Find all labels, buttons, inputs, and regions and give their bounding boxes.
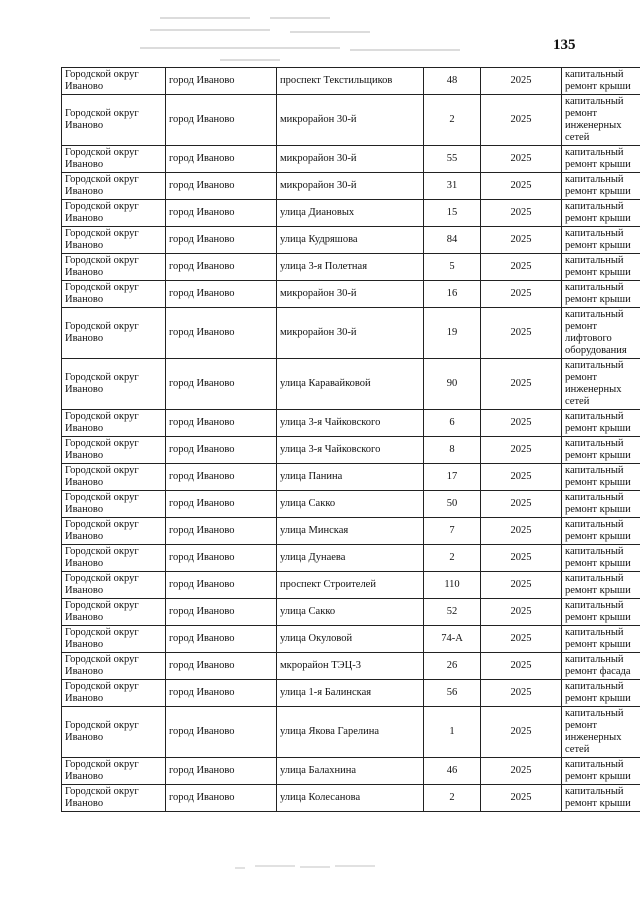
municipality-cell: Городской округ Иваново — [62, 491, 166, 518]
house-number-cell: 2 — [424, 785, 481, 812]
year-cell: 2025 — [481, 68, 562, 95]
city-cell: город Иваново — [166, 437, 277, 464]
city-cell: город Иваново — [166, 410, 277, 437]
city-cell: город Иваново — [166, 758, 277, 785]
street-cell: улица Минская — [277, 518, 424, 545]
year-cell: 2025 — [481, 200, 562, 227]
work-type-cell: капитальный ремонт крыши — [562, 173, 640, 200]
year-cell: 2025 — [481, 95, 562, 146]
municipality-cell: Городской округ Иваново — [62, 410, 166, 437]
city-cell: город Иваново — [166, 308, 277, 359]
street-cell: улица Балахнина — [277, 758, 424, 785]
scan-noise-top — [120, 8, 480, 68]
table-row — [62, 464, 640, 491]
work-type-cell: капитальный ремонт крыши — [562, 464, 640, 491]
table-row — [62, 281, 640, 308]
work-type-cell: капитальный ремонт крыши — [562, 572, 640, 599]
street-cell: улица Дунаева — [277, 545, 424, 572]
house-number-cell: 46 — [424, 758, 481, 785]
city-cell: город Иваново — [166, 626, 277, 653]
municipality-cell: Городской округ Иваново — [62, 227, 166, 254]
city-cell: город Иваново — [166, 518, 277, 545]
municipality-cell: Городской округ Иваново — [62, 758, 166, 785]
city-cell: город Иваново — [166, 653, 277, 680]
year-cell: 2025 — [481, 572, 562, 599]
work-type-cell: капитальный ремонт крыши — [562, 680, 640, 707]
street-cell: улица Сакко — [277, 599, 424, 626]
municipality-cell: Городской округ Иваново — [62, 785, 166, 812]
municipality-cell: Городской округ Иваново — [62, 464, 166, 491]
work-type-cell: капитальный ремонт крыши — [562, 491, 640, 518]
municipality-cell: Городской округ Иваново — [62, 281, 166, 308]
year-cell: 2025 — [481, 227, 562, 254]
year-cell: 2025 — [481, 653, 562, 680]
street-cell: улица Окуловой — [277, 626, 424, 653]
street-cell: улица 1-я Балинская — [277, 680, 424, 707]
city-cell: город Иваново — [166, 146, 277, 173]
year-cell: 2025 — [481, 308, 562, 359]
city-cell: город Иваново — [166, 572, 277, 599]
house-number-cell: 56 — [424, 680, 481, 707]
work-type-cell: капитальный ремонт крыши — [562, 626, 640, 653]
municipality-cell: Городской округ Иваново — [62, 173, 166, 200]
year-cell: 2025 — [481, 437, 562, 464]
table-row — [62, 437, 640, 464]
city-cell: город Иваново — [166, 95, 277, 146]
table-row — [62, 785, 640, 812]
street-cell: улица 3-я Полетная — [277, 254, 424, 281]
street-cell: улица Каравайковой — [277, 359, 424, 410]
year-cell: 2025 — [481, 785, 562, 812]
work-type-cell: капитальный ремонт инженерных сетей — [562, 359, 640, 410]
street-cell: микрорайон 30-й — [277, 281, 424, 308]
table-row — [62, 227, 640, 254]
city-cell: город Иваново — [166, 599, 277, 626]
municipality-cell: Городской округ Иваново — [62, 95, 166, 146]
table-row — [62, 545, 640, 572]
house-number-cell: 55 — [424, 146, 481, 173]
municipality-cell: Городской округ Иваново — [62, 626, 166, 653]
municipality-cell: Городской округ Иваново — [62, 254, 166, 281]
table-row — [62, 359, 640, 410]
work-type-cell: капитальный ремонт крыши — [562, 281, 640, 308]
repair-registry-table — [61, 67, 640, 812]
municipality-cell: Городской округ Иваново — [62, 707, 166, 758]
street-cell: микрорайон 30-й — [277, 173, 424, 200]
street-cell: улица Панина — [277, 464, 424, 491]
municipality-cell: Городской округ Иваново — [62, 545, 166, 572]
municipality-cell: Городской округ Иваново — [62, 572, 166, 599]
city-cell: город Иваново — [166, 359, 277, 410]
municipality-cell: Городской округ Иваново — [62, 680, 166, 707]
house-number-cell: 84 — [424, 227, 481, 254]
house-number-cell: 16 — [424, 281, 481, 308]
house-number-cell: 17 — [424, 464, 481, 491]
year-cell: 2025 — [481, 758, 562, 785]
table-row — [62, 653, 640, 680]
street-cell: улица Якова Гарелина — [277, 707, 424, 758]
table-row — [62, 146, 640, 173]
year-cell: 2025 — [481, 173, 562, 200]
table-row — [62, 599, 640, 626]
table-body — [62, 68, 640, 812]
city-cell: город Иваново — [166, 464, 277, 491]
table-row — [62, 572, 640, 599]
year-cell: 2025 — [481, 518, 562, 545]
table-row — [62, 626, 640, 653]
year-cell: 2025 — [481, 707, 562, 758]
year-cell: 2025 — [481, 410, 562, 437]
house-number-cell: 5 — [424, 254, 481, 281]
house-number-cell: 50 — [424, 491, 481, 518]
scan-noise-bottom — [230, 856, 400, 876]
municipality-cell: Городской округ Иваново — [62, 518, 166, 545]
year-cell: 2025 — [481, 626, 562, 653]
municipality-cell: Городской округ Иваново — [62, 200, 166, 227]
city-cell: город Иваново — [166, 68, 277, 95]
municipality-cell: Городской округ Иваново — [62, 599, 166, 626]
table-row — [62, 491, 640, 518]
table-row — [62, 518, 640, 545]
table-row — [62, 200, 640, 227]
work-type-cell: капитальный ремонт крыши — [562, 437, 640, 464]
house-number-cell: 31 — [424, 173, 481, 200]
work-type-cell: капитальный ремонт крыши — [562, 545, 640, 572]
house-number-cell: 6 — [424, 410, 481, 437]
city-cell: город Иваново — [166, 785, 277, 812]
work-type-cell: капитальный ремонт крыши — [562, 68, 640, 95]
municipality-cell: Городской округ Иваново — [62, 308, 166, 359]
work-type-cell: капитальный ремонт крыши — [562, 200, 640, 227]
house-number-cell: 90 — [424, 359, 481, 410]
work-type-cell: капитальный ремонт крыши — [562, 599, 640, 626]
work-type-cell: капитальный ремонт лифтового оборудования — [562, 308, 640, 359]
house-number-cell: 19 — [424, 308, 481, 359]
house-number-cell: 2 — [424, 95, 481, 146]
city-cell: город Иваново — [166, 200, 277, 227]
table-row — [62, 95, 640, 146]
house-number-cell: 48 — [424, 68, 481, 95]
work-type-cell: капитальный ремонт крыши — [562, 410, 640, 437]
house-number-cell: 8 — [424, 437, 481, 464]
year-cell: 2025 — [481, 146, 562, 173]
year-cell: 2025 — [481, 359, 562, 410]
house-number-cell: 7 — [424, 518, 481, 545]
municipality-cell: Городской округ Иваново — [62, 437, 166, 464]
work-type-cell: капитальный ремонт крыши — [562, 146, 640, 173]
house-number-cell: 15 — [424, 200, 481, 227]
city-cell: город Иваново — [166, 491, 277, 518]
table-row — [62, 68, 640, 95]
city-cell: город Иваново — [166, 545, 277, 572]
street-cell: мкрорайон ТЭЦ-3 — [277, 653, 424, 680]
house-number-cell: 1 — [424, 707, 481, 758]
work-type-cell: капитальный ремонт фасада — [562, 653, 640, 680]
table-row — [62, 680, 640, 707]
house-number-cell: 52 — [424, 599, 481, 626]
work-type-cell: капитальный ремонт крыши — [562, 518, 640, 545]
municipality-cell: Городской округ Иваново — [62, 146, 166, 173]
table-row — [62, 410, 640, 437]
house-number-cell: 74-А — [424, 626, 481, 653]
year-cell: 2025 — [481, 545, 562, 572]
city-cell: город Иваново — [166, 680, 277, 707]
city-cell: город Иваново — [166, 227, 277, 254]
year-cell: 2025 — [481, 491, 562, 518]
street-cell: улица Кудряшова — [277, 227, 424, 254]
street-cell: улица 3-я Чайковского — [277, 437, 424, 464]
city-cell: город Иваново — [166, 173, 277, 200]
street-cell: улица 3-я Чайковского — [277, 410, 424, 437]
house-number-cell: 26 — [424, 653, 481, 680]
page-number: 135 — [553, 37, 576, 53]
house-number-cell: 2 — [424, 545, 481, 572]
city-cell: город Иваново — [166, 707, 277, 758]
municipality-cell: Городской округ Иваново — [62, 359, 166, 410]
municipality-cell: Городской округ Иваново — [62, 68, 166, 95]
table-row — [62, 308, 640, 359]
street-cell: проспект Текстильщиков — [277, 68, 424, 95]
table-row — [62, 254, 640, 281]
year-cell: 2025 — [481, 599, 562, 626]
house-number-cell: 110 — [424, 572, 481, 599]
work-type-cell: капитальный ремонт крыши — [562, 227, 640, 254]
year-cell: 2025 — [481, 464, 562, 491]
city-cell: город Иваново — [166, 281, 277, 308]
city-cell: город Иваново — [166, 254, 277, 281]
street-cell: проспект Строителей — [277, 572, 424, 599]
street-cell: микрорайон 30-й — [277, 146, 424, 173]
street-cell: микрорайон 30-й — [277, 308, 424, 359]
work-type-cell: капитальный ремонт инженерных сетей — [562, 707, 640, 758]
table-row — [62, 707, 640, 758]
work-type-cell: капитальный ремонт инженерных сетей — [562, 95, 640, 146]
work-type-cell: капитальный ремонт крыши — [562, 758, 640, 785]
year-cell: 2025 — [481, 281, 562, 308]
street-cell: улица Сакко — [277, 491, 424, 518]
street-cell: микрорайон 30-й — [277, 95, 424, 146]
work-type-cell: капитальный ремонт крыши — [562, 254, 640, 281]
municipality-cell: Городской округ Иваново — [62, 653, 166, 680]
street-cell: улица Колесанова — [277, 785, 424, 812]
table-row — [62, 173, 640, 200]
work-type-cell: капитальный ремонт крыши — [562, 785, 640, 812]
year-cell: 2025 — [481, 680, 562, 707]
street-cell: улица Диановых — [277, 200, 424, 227]
table-row — [62, 758, 640, 785]
year-cell: 2025 — [481, 254, 562, 281]
